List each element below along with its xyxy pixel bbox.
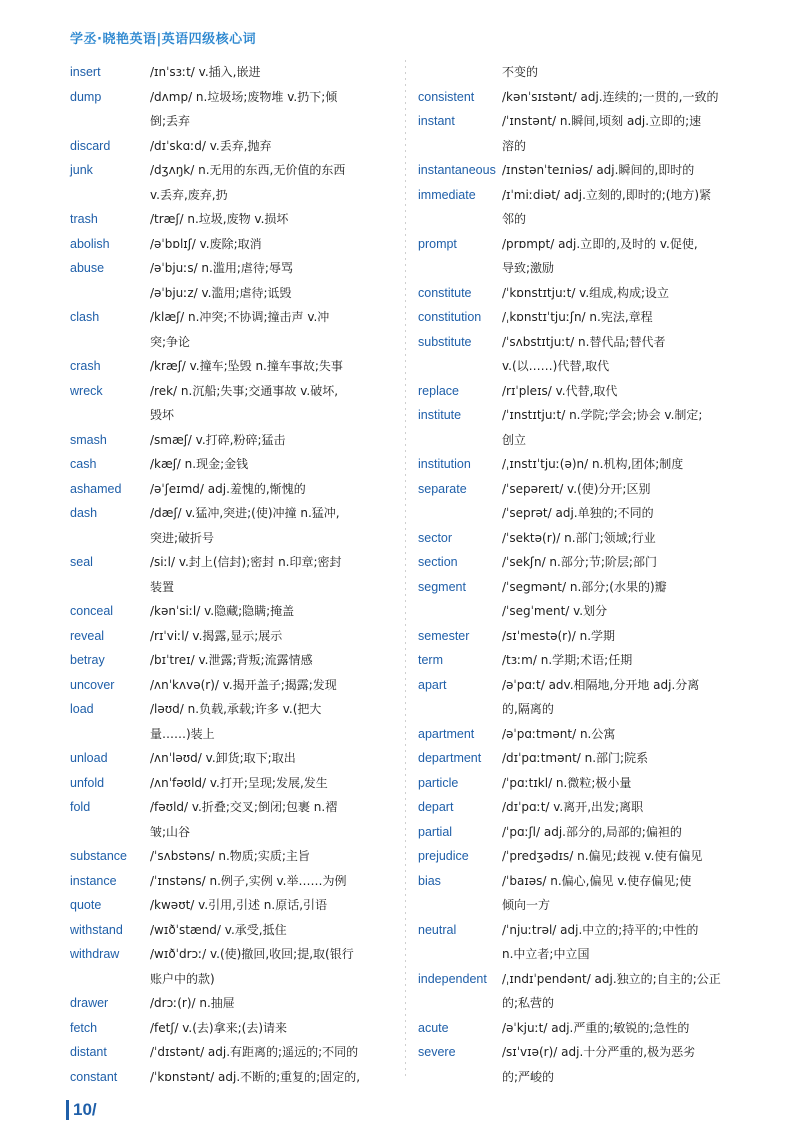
definition-text: /ʌnˈkʌvə(r)/ v.揭开盖子;揭露;发现 [150,677,337,692]
vocab-line [418,648,748,673]
definition-continuation: 倾向一方 [502,898,551,912]
vocab-line [70,746,400,771]
definition-text: /ləʊd/ n.负载,承载;许多 v.(把大 [150,702,322,716]
definition-text: /smæʃ/ v.打碎,粉碎;猛击 [150,432,286,447]
headword: withdraw [70,947,120,961]
vocab-line [418,354,748,379]
definition-text: /kwəʊt/ v.引用,引述 n.原话,引语 [150,898,328,912]
vocab-line [418,550,748,575]
vocab-line [418,893,748,918]
vocab-line [70,403,400,428]
headword: betray [70,653,105,667]
vocab-line [418,771,748,796]
vocab-line [70,281,400,306]
vocab-line [418,207,748,232]
vocab-line [418,85,748,110]
definition-text: /ʌnˈləʊd/ v.卸货;取下;取出 [150,751,296,765]
vocab-line [418,330,748,355]
vocab-line [418,1065,748,1090]
headword: junk [70,163,93,177]
headword: instance [70,873,117,888]
vocab-line [418,869,748,894]
vocab-line [70,820,400,845]
vocab-line [70,550,400,575]
definition-text: /ɪnˈsɜːt/ v.插入,嵌进 [150,65,261,79]
definition-text: /ˈɪnstɪtjuːt/ n.学院;学会;协会 v.制定; [502,408,703,422]
definition-text: /ˌkɒnstɪˈtjuːʃn/ n.宪法,章程 [502,310,653,324]
definition-text: /ɪnstənˈteɪniəs/ adj.瞬间的,即时的 [502,163,695,177]
definition-text: /əˈpɑːtmənt/ n.公寓 [502,726,616,741]
definition-text: /rɪˈviːl/ v.揭露,显示;展示 [150,628,283,643]
definition-text: /ˈsegmənt/ n.部分;(水果的)瓣 [502,579,667,594]
vocab-line [70,158,400,183]
vocab-line [70,501,400,526]
definition-text: /dʒʌŋk/ n.无用的东西,无价值的东西 [150,163,346,177]
definition-text: /rɪˈpleɪs/ v.代替,取代 [502,383,618,398]
headword: constant [70,1069,118,1084]
vocab-line [418,60,748,85]
vocab-line [418,256,748,281]
vocab-line [418,575,748,600]
vocab-line [70,109,400,134]
headword: distant [70,1045,107,1059]
definition-text: /ˈsʌbstəns/ n.物质;实质;主旨 [150,849,310,863]
definition-text: /ˈkɒnstənt/ adj.不断的;重复的;固定的, [150,1069,361,1084]
definition-continuation: 装置 [150,579,175,594]
definition-continuation: 的,隔离的 [502,702,554,716]
headword: independent [418,971,487,986]
vocab-line [70,134,400,159]
definition-text: /ˈdɪstənt/ adj.有距离的;遥远的;不同的 [150,1045,359,1059]
vocab-line [418,722,748,747]
headword: sector [418,530,453,545]
vocab-line [418,158,748,183]
vocab-line [70,795,400,820]
vocab-line [418,918,748,943]
vocab-line [70,60,400,85]
definition-text: /dɪˈpɑːtmənt/ n.部门;院系 [502,751,649,765]
headword: insert [70,65,101,79]
vocab-line [418,452,748,477]
headword: particle [418,775,459,790]
headword: term [418,653,443,667]
definition-continuation: 的;私营的 [502,996,555,1010]
headword: unload [70,751,108,765]
vocab-line [70,330,400,355]
vocab-line [70,942,400,967]
definition-text: /tɜːm/ n.学期;术语;任期 [502,653,633,667]
definition-text: /ɪˈmiːdiət/ adj.立刻的,即时的;(地方)紧 [502,187,712,202]
vocab-line [418,673,748,698]
vocab-line [70,918,400,943]
definition-text: /ˈsektə(r)/ n.部门;领域;行业 [502,530,656,545]
headword: quote [70,898,102,912]
headword: clash [70,310,100,324]
headword: section [418,555,458,569]
headword: dash [70,506,98,520]
headword: conceal [70,604,114,618]
vocab-line [70,379,400,404]
vocab-line [70,1040,400,1065]
vocab-line [70,575,400,600]
headword: seal [70,555,93,569]
definition-text: /kæʃ/ n.现金;金钱 [150,457,249,471]
definition-continuation: 毁坏 [150,408,175,422]
headword: immediate [418,187,476,202]
headword: apartment [418,726,475,741]
headword: institution [418,457,471,471]
page-number [66,1100,97,1120]
definition-text: /drɔː(r)/ n.抽屉 [150,996,235,1010]
definition-text: /kənˈsɪstənt/ adj.连续的;一贯的,一致的 [502,89,719,104]
column-divider [405,60,406,1080]
definition-text: /sɪˈmestə(r)/ n.学期 [502,628,616,643]
vocab-line [418,1040,748,1065]
headword: withstand [70,922,123,937]
headword: cash [70,457,97,471]
definition-text: /ˈpredʒədɪs/ n.偏见;歧视 v.使有偏见 [502,849,703,863]
vocab-line [70,624,400,649]
vocab-line [70,967,400,992]
definition-text: /klæʃ/ n.冲突;不协调;撞击声 v.冲 [150,310,330,324]
definition-text: /ˈpɑːʃl/ adj.部分的,局部的;偏袒的 [502,824,682,839]
headword: wreck [70,383,103,398]
definition-text: /ˌɪndɪˈpendənt/ adj.独立的;自主的;公正 [502,971,721,986]
vocab-line [418,967,748,992]
vocab-line [70,673,400,698]
vocab-line [418,477,748,502]
vocab-line [70,893,400,918]
vocab-line [70,305,400,330]
definition-continuation: v.丢弃,废弃,扔 [150,187,228,202]
definition-text: /fəʊld/ v.折叠;交叉;倒闭;包裹 n.褶 [150,800,338,814]
vocab-line [418,697,748,722]
headword: institute [418,408,462,422]
definition-text: /ˌɪnstɪˈtjuː(ə)n/ n.机构,团体;制度 [502,457,684,471]
vocab-line [70,991,400,1016]
vocab-line [70,232,400,257]
definition-text: /sɪˈvɪə(r)/ adj.十分严重的,极为恶劣 [502,1045,696,1059]
headword: drawer [70,996,109,1010]
vocab-line [70,869,400,894]
definition-text: /ˈɪnstəns/ n.例子,实例 v.举……为例 [150,873,347,888]
definition-text: /ˈkɒnstɪtjuːt/ v.组成,构成;设立 [502,285,670,300]
headword: fold [70,800,91,814]
headword: apart [418,677,447,692]
definition-continuation: 溶的 [502,138,527,153]
definition-text: /əˈʃeɪmd/ adj.羞愧的,惭愧的 [150,481,306,496]
vocab-line [418,526,748,551]
definition-text: /kənˈsiːl/ v.隐藏;隐瞒;掩盖 [150,604,295,618]
definition-text: /wɪðˈstænd/ v.承受,抵住 [150,922,287,937]
definition-continuation: 量……)装上 [150,726,215,741]
headword: constitution [418,310,482,324]
headword: load [70,702,94,716]
definition-text: /ˈɪnstənt/ n.瞬间,顷刻 adj.立即的;速 [502,114,702,128]
definition-text: /rek/ n.沉船;失事;交通事故 v.破坏, [150,383,339,398]
vocab-line [418,844,748,869]
definition-continuation: /əˈbjuːz/ v.滥用;虐待;诋毁 [150,285,292,300]
vocab-line [70,722,400,747]
vocab-line [70,1065,400,1090]
vocab-line [70,452,400,477]
vocab-line [418,109,748,134]
vocab-line [70,1016,400,1041]
vocab-line [418,624,748,649]
definition-text: /dæʃ/ v.猛冲,突进;(使)冲撞 n.猛冲, [150,506,340,520]
vocab-line [418,501,748,526]
vocab-line [70,354,400,379]
definition-text: /fetʃ/ v.(去)拿来;(去)请来 [150,1020,287,1035]
definition-text: /ʌnˈfəʊld/ v.打开;呈现;发展,发生 [150,775,328,790]
definition-text: /ˈsekʃn/ n.部分;节;阶层;部门 [502,555,657,569]
vocab-line [70,207,400,232]
definition-text: /əˈbjuːs/ n.滥用;虐待;辱骂 [150,261,293,275]
right-column [418,60,748,1089]
definition-text: /əˈpɑːt/ adv.相隔地,分开地 adj.分离 [502,677,700,692]
vocab-line [418,991,748,1016]
vocab-line [418,795,748,820]
headword: abuse [70,261,105,275]
definition-text: /kræʃ/ v.撞车;坠毁 n.撞车事故;失事 [150,359,343,373]
headword: consistent [418,89,475,104]
definition-text: /əˈkjuːt/ adj.严重的;敏锐的;急性的 [502,1020,690,1035]
vocab-line [70,85,400,110]
headword: instantaneous [418,163,496,177]
definition-text: /ˈsʌbstɪtjuːt/ n.替代品;替代者 [502,334,666,349]
vocab-line [70,648,400,673]
definition-text: /træʃ/ n.垃圾,废物 v.损坏 [150,212,289,226]
definition-text: /prɒmpt/ adj.立即的,及时的 v.促使, [502,236,698,251]
headword: smash [70,432,107,447]
headword: abolish [70,236,110,251]
headword: uncover [70,677,115,692]
definition-text: /ˈnjuːtrəl/ adj.中立的;持平的;中性的 [502,922,699,937]
vocab-line [418,428,748,453]
headword: replace [418,383,459,398]
definition-text: /wɪðˈdrɔː/ v.(使)撤回,收回;提,取(银行 [150,947,354,961]
definition-text: /ˈpɑːtɪkl/ n.微粒;极小量 [502,775,632,790]
vocab-line [70,256,400,281]
headword: separate [418,481,467,496]
definition-continuation: 突进;破折号 [150,530,215,545]
headword: neutral [418,922,457,937]
vocab-line [70,477,400,502]
headword: trash [70,212,98,226]
vocab-line [418,1016,748,1041]
vocab-line [70,599,400,624]
headword: department [418,751,482,765]
vocab-line [418,232,748,257]
headword: semester [418,628,470,643]
headword: reveal [70,628,105,643]
definition-continuation: /ˈsegˈment/ v.划分 [502,604,608,618]
definition-text: /dɪˈpɑːt/ v.离开,出发;离职 [502,800,644,814]
vocab-line [70,697,400,722]
definition-continuation: n.中立者;中立国 [502,947,590,961]
headword: discard [70,138,111,153]
headword: acute [418,1020,449,1035]
headword: partial [418,824,453,839]
vocab-line [418,305,748,330]
vocab-line [70,428,400,453]
vocab-line [418,134,748,159]
headword: unfold [70,775,105,790]
page-number-text: 10/ [73,1100,97,1119]
headword: fetch [70,1020,98,1035]
headword: substitute [418,334,472,349]
definition-continuation: 账户中的款) [150,971,215,986]
vocab-line [70,771,400,796]
definition-text: /siːl/ v.封上(信封);密封 n.印章;密封 [150,555,342,569]
definition-continuation: 不变的 [502,65,539,79]
vocab-line [70,183,400,208]
vocab-line [70,526,400,551]
vocab-line [418,599,748,624]
left-column [70,60,400,1089]
definition-text: /dɪˈskɑːd/ v.丢弃,抛弃 [150,138,272,153]
definition-continuation: v.(以……)代替,取代 [502,359,610,373]
vocab-line [418,820,748,845]
definition-text: /bɪˈtreɪ/ v.泄露;背叛;流露情感 [150,653,313,667]
headword: ashamed [70,481,122,496]
definition-text: /əˈbɒlɪʃ/ v.废除;取消 [150,236,262,251]
definition-continuation: 突;争论 [150,334,191,349]
headword: substance [70,849,127,863]
definition-continuation: 的;严峻的 [502,1069,555,1084]
vocab-line [418,281,748,306]
headword: instant [418,114,455,128]
headword: crash [70,359,101,373]
definition-text: /ˈbaɪəs/ n.偏心,偏见 v.使存偏见;使 [502,873,692,888]
definition-continuation: 邻的 [502,212,527,226]
definition-text: /dʌmp/ n.垃圾场;废物堆 v.扔下;倾 [150,89,338,104]
headword: depart [418,800,454,814]
vocab-line [418,942,748,967]
headword: bias [418,873,441,888]
definition-continuation: 倒;丢弃 [150,114,191,128]
definition-continuation: 皱;山谷 [150,824,191,839]
headword: prompt [418,236,457,251]
headword: segment [418,579,466,594]
headword: dump [70,89,102,104]
vocab-line [418,746,748,771]
headword: constitute [418,285,472,300]
vocab-line [418,183,748,208]
definition-text: /ˈsepəreɪt/ v.(使)分开;区别 [502,481,651,496]
definition-continuation: 创立 [502,432,527,447]
vocab-line [418,379,748,404]
vocab-line [418,403,748,428]
headword: prejudice [418,849,469,863]
page-header: 学丞·晓艳英语|英语四级核心词 [70,32,257,47]
definition-continuation: /ˈseprət/ adj.单独的;不同的 [502,506,654,520]
definition-continuation: 导致;激励 [502,261,555,275]
vocab-line [70,844,400,869]
headword: severe [418,1045,456,1059]
